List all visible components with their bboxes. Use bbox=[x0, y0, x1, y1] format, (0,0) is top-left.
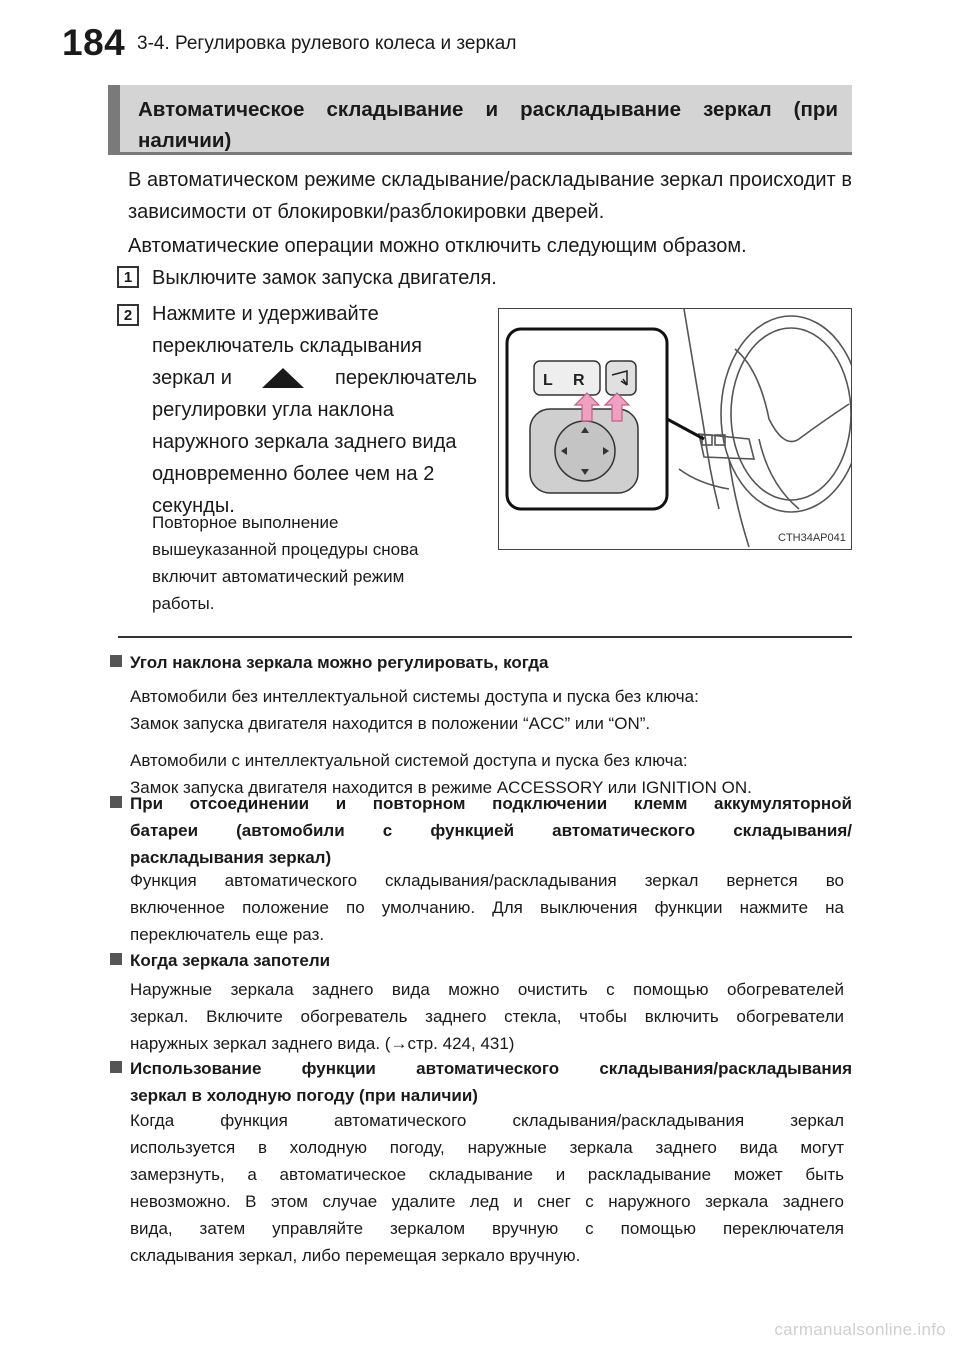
square-bullet-icon bbox=[110, 953, 122, 965]
step-1-text: Выключите замок запуска двигателя. bbox=[152, 267, 497, 289]
mirror-adjust-up-icon bbox=[260, 366, 306, 390]
figure-code: CTH34AP041 bbox=[778, 532, 846, 544]
left-mirror-label: L bbox=[543, 372, 553, 389]
step-2-note-line: работы. bbox=[152, 594, 215, 613]
watermark: carmanualsonline.info bbox=[774, 1320, 946, 1339]
step-2-line: регулировки угла наклона bbox=[152, 399, 394, 421]
note-2-heading bbox=[110, 790, 852, 871]
note-1-heading bbox=[110, 649, 548, 676]
note-4-line: используется в холодную погоду, наружные зеркала заднего вида могут bbox=[130, 1138, 844, 1157]
step-2-note-line: Повторное выполнение bbox=[152, 513, 339, 532]
note-2-line: Функция автоматического складывания/раскладывания зеркал вернется во bbox=[130, 871, 844, 890]
note-4-line: невозможно. В этом случае удалите лед и снег с наружного зеркала заднего bbox=[130, 1192, 844, 1211]
step-2-note bbox=[152, 509, 477, 617]
note-1-title: Угол наклона зеркала можно регулировать, когда bbox=[130, 653, 549, 672]
note-1-line: Замок запуска двигателя находится в режиме ACCESSORY или IGNITION ON. bbox=[130, 778, 752, 797]
square-bullet-icon bbox=[110, 1061, 122, 1073]
note-2-title-line: При отсоединении и повторном подключении клемм аккумуляторной bbox=[130, 794, 852, 813]
note-2-title-line: батареи (автомобили с функцией автоматического складывания/ bbox=[130, 821, 852, 840]
intro-paragraph-1: В автоматическом режиме складывание/раскладывание зеркал происходит в зависимости от блокировки/разблокировки дверей. bbox=[128, 169, 852, 223]
page-number: 184 bbox=[62, 22, 126, 63]
intro-paragraph-2: Автоматические операции можно отключить следующим образом. bbox=[128, 235, 747, 257]
step-2-note-line: вышеуказанной процедуры снова bbox=[152, 540, 419, 559]
note-3-line: наружных зеркал заднего вида. (→стр. 424, 431) bbox=[130, 1034, 515, 1053]
step-2-text bbox=[152, 298, 477, 522]
note-4-line: Когда функция автоматического складывания/раскладывания зеркал bbox=[130, 1111, 844, 1130]
note-4-line: замерзнуть, а автоматическое складывание и раскладывание может быть bbox=[130, 1165, 844, 1184]
note-3-title: Когда зеркала запотели bbox=[130, 951, 331, 970]
step-2-line: одновременно более чем на 2 bbox=[152, 463, 435, 485]
step-2-line: переключатель bbox=[335, 367, 477, 389]
note-1-line: Автомобили без интеллектуальной системы доступа и пуска без ключа: bbox=[130, 687, 699, 706]
note-1-line: Замок запуска двигателя находится в положении “ACC” или “ON”. bbox=[130, 714, 651, 733]
note-3-line: зеркал. Включите обогреватель заднего стекла, чтобы включить обогреватели bbox=[130, 1007, 844, 1026]
note-1-body bbox=[130, 683, 852, 801]
note-4-line: складывания зеркал, либо перемещая зеркало вручную. bbox=[130, 1246, 581, 1265]
note-2-line: включенное положение по умолчанию. Для выключения функции нажмите на bbox=[130, 898, 844, 917]
note-2-title-line: раскладывания зеркал) bbox=[130, 848, 332, 867]
step-2-badge: 2 bbox=[117, 304, 139, 326]
note-4-title-line: Использование функции автоматического складывания/раскладывания bbox=[130, 1059, 852, 1078]
step-2-line: Нажмите и удерживайте bbox=[152, 303, 379, 325]
step-2-line: переключатель складывания bbox=[152, 335, 422, 357]
note-3-line: Наружные зеркала заднего вида можно очистить с помощью обогревателей bbox=[130, 980, 844, 999]
square-bullet-icon bbox=[110, 796, 122, 808]
note-2-line: переключатель еще раз. bbox=[130, 925, 325, 944]
note-4-title-line: зеркал в холодную погоду (при наличии) bbox=[130, 1086, 478, 1105]
note-4-heading bbox=[110, 1055, 852, 1109]
section-heading: Автоматическое складывание и раскладывание зеркал (при наличии) bbox=[108, 85, 852, 155]
note-4-body bbox=[130, 1107, 844, 1269]
step-2-note-line: включит автоматический режим bbox=[152, 567, 405, 586]
dashboard-drawing bbox=[499, 309, 851, 549]
note-4-line: вида, затем управляйте зеркалом вручную с помощью переключателя bbox=[130, 1219, 844, 1238]
step-2-line: зеркал и bbox=[152, 367, 232, 389]
square-bullet-icon bbox=[110, 655, 122, 667]
note-1-line: Автомобили с интеллектуальной системой доступа и пуска без ключа: bbox=[130, 751, 688, 770]
step-2-line: наружного зеркала заднего вида bbox=[152, 431, 457, 453]
divider bbox=[118, 636, 852, 638]
chapter-title: 3-4. Регулировка рулевого колеса и зеркал bbox=[137, 33, 517, 54]
step-1-badge: 1 bbox=[117, 266, 139, 288]
mirror-switch-illustration bbox=[498, 308, 852, 550]
note-3-body bbox=[130, 976, 844, 1057]
note-3-heading bbox=[110, 947, 330, 974]
step-2-line: секунды. bbox=[152, 495, 235, 517]
note-2-body bbox=[130, 867, 844, 948]
right-mirror-label: R bbox=[573, 372, 585, 389]
step-2-line-with-icon bbox=[152, 362, 477, 394]
